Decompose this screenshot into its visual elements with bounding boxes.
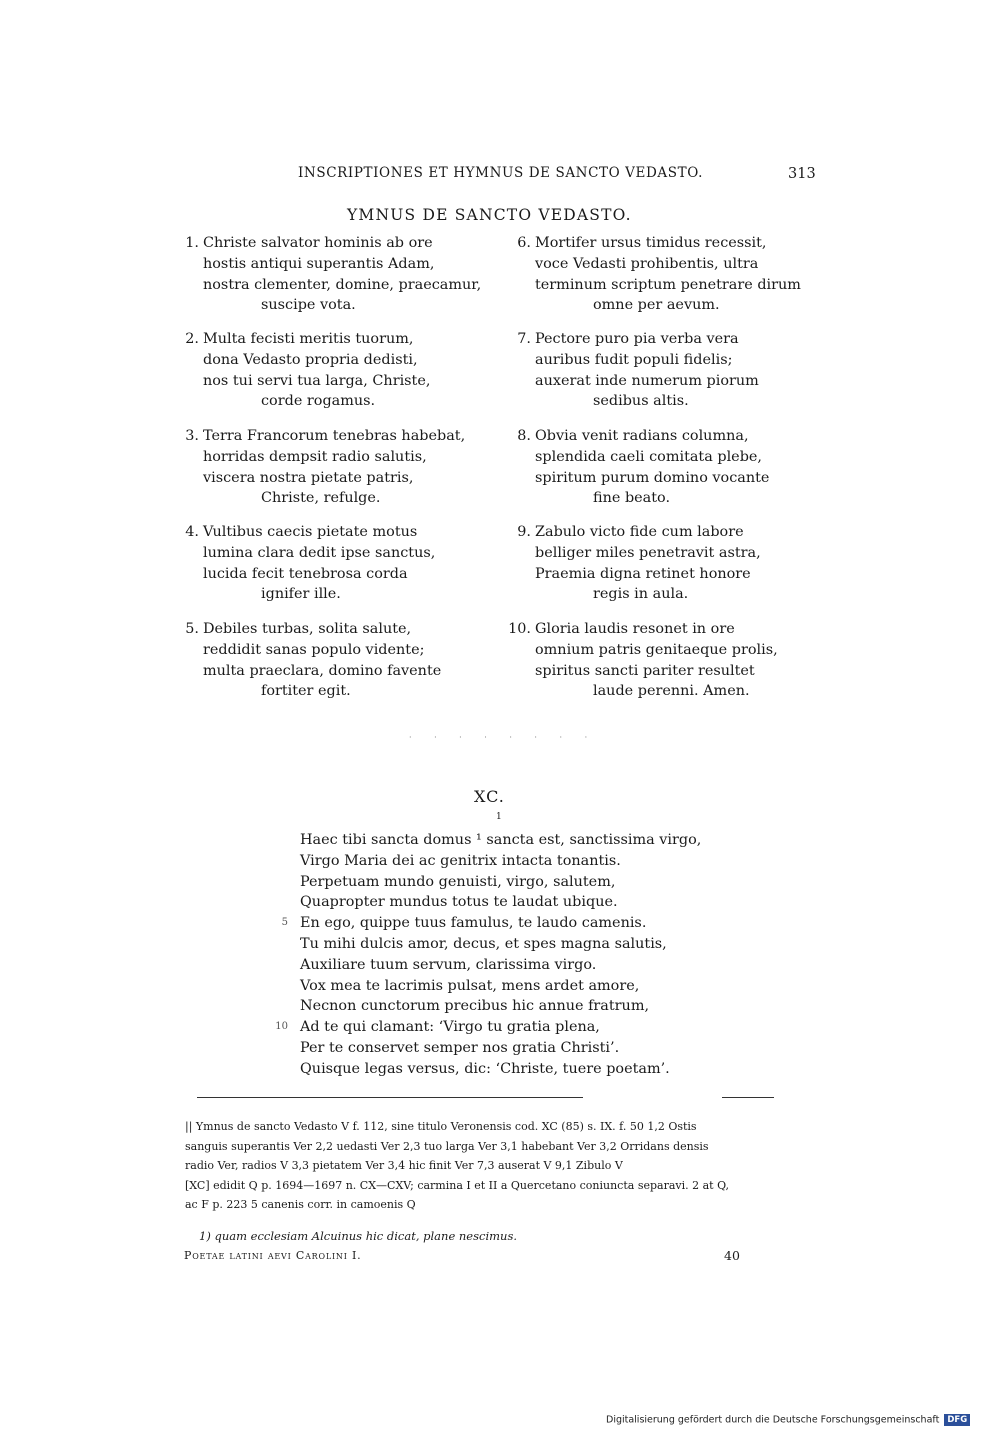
- stanza-line: Terra Francorum tenebras habebat,: [203, 428, 466, 444]
- line-number: 5: [281, 917, 288, 929]
- stanza-line: Mortifer ursus timidus recessit,: [535, 235, 767, 251]
- stanza-line: Christe salvator hominis ab ore: [203, 235, 433, 251]
- stanza-line: Zabulo victo fide cum labore: [535, 524, 744, 540]
- stanza-line: lucida fecit tenebrosa corda: [203, 565, 408, 582]
- stanza-line: belliger miles penetravit astra,: [535, 544, 761, 561]
- stanza-number: 6.: [517, 235, 531, 251]
- stanza-line: Vultibus caecis pietate motus: [203, 524, 418, 540]
- stanza-line: hostis antiqui superantis Adam,: [203, 255, 435, 272]
- poem-body: [275, 830, 702, 1080]
- poem-line: [300, 1038, 701, 1059]
- poem-line-text: Auxiliare tuum servum, clarissima virgo.: [300, 956, 597, 973]
- stanza-line: multa praeclara, domino favente: [203, 662, 442, 679]
- apparatus-line: || Ymnus de sancto Vedasto V f. 112, sine titulo Veronensis cod. XC (85) s. IX. f. 50 1,2 Ostis: [185, 1120, 697, 1133]
- stanza-number: 2.: [185, 331, 199, 347]
- stanza-line: regis in aula.: [593, 586, 689, 603]
- poem-line: [300, 830, 701, 851]
- stanza-line: terminum scriptum penetrare dirum: [535, 276, 801, 293]
- poem-title: XC.: [474, 787, 505, 806]
- poem-line: [300, 934, 701, 955]
- poem-line-text: Quapropter mundus totus te laudat ubique.: [300, 894, 618, 911]
- poem-line: [300, 851, 701, 872]
- stanza-number: 8.: [517, 428, 531, 444]
- poem-line: [300, 976, 701, 997]
- line-number: 10: [275, 1021, 288, 1033]
- stanza-line: Praemia digna retinet honore: [535, 565, 751, 582]
- stanza-line: nos tui servi tua larga, Christe,: [203, 372, 431, 389]
- funding-notice: [606, 1414, 970, 1426]
- poem-line-text: En ego, quippe tuus famulus, te laudo camenis.: [300, 915, 647, 932]
- stanza-line: horridas dempsit radio salutis,: [203, 448, 427, 465]
- poem-line-text: Perpetuam mundo genuisti, virgo, salutem,: [300, 873, 616, 890]
- poem-subtitle: 1: [496, 812, 502, 822]
- stanza-line: laude perenni. Amen.: [593, 683, 750, 700]
- poem-line: [300, 1059, 701, 1080]
- poem-line: [300, 892, 701, 913]
- stanza-line: Christe, refulge.: [261, 490, 381, 507]
- stanza-line: Multa fecisti meritis tuorum,: [203, 331, 414, 347]
- poem-line: [281, 913, 701, 934]
- section-divider: · · · · · · · ·: [409, 733, 598, 742]
- stanza-line: viscera nostra pietate patris,: [203, 469, 414, 486]
- stanza-line: Debiles turbas, solita salute,: [203, 621, 412, 637]
- apparatus-line: radio Ver, radios V 3,3 pietatem Ver 3,4 hic finit Ver 7,3 auserat V 9,1 Zibulo V: [185, 1159, 623, 1172]
- stanza-line: sedibus altis.: [593, 393, 689, 410]
- poem-line-text: Tu mihi dulcis amor, decus, et spes magna salutis,: [300, 935, 667, 952]
- stanza-line: Gloria laudis resonet in ore: [535, 621, 735, 637]
- poem-line: [300, 996, 701, 1017]
- footnote: 1) quam ecclesiam Alcuinus hic dicat, plane nescimus.: [199, 1229, 518, 1243]
- stanza-line: nostra clementer, domine, praecamur,: [203, 276, 482, 293]
- stanza-line: lumina clara dedit ipse sanctus,: [203, 544, 436, 561]
- poem-line-text: Haec tibi sancta domus ¹ sancta est, sanctissima virgo,: [300, 832, 702, 848]
- stanza-line: spiritus sancti pariter resultet: [535, 662, 755, 679]
- poem-line: [275, 1017, 701, 1038]
- stanza-number: 4.: [185, 524, 199, 540]
- poem-line-text: Ad te qui clamant: ‘Virgo tu gratia plena,: [300, 1019, 600, 1036]
- stanza-line: Pectore puro pia verba vera: [535, 331, 739, 347]
- stanza-line: dona Vedasto propria dedisti,: [203, 351, 418, 368]
- critical-apparatus: [185, 1117, 825, 1215]
- stanza-line: spiritum purum domino vocante: [535, 469, 770, 486]
- poem-line-text: Quisque legas versus, dic: ‘Christe, tuere poetam’.: [300, 1060, 670, 1077]
- stanza-line: splendida caeli comitata plebe,: [535, 448, 763, 465]
- poem-line-text: Per te conservet semper nos gratia Christi’.: [300, 1039, 620, 1056]
- stanza-number: 1.: [185, 235, 199, 251]
- poem-line: [300, 955, 701, 976]
- apparatus-line: [XC] edidit Q p. 1694—1697 n. CX—CXV; carmina I et II a Quercetano coniuncta separavi. 2 at Q,: [185, 1178, 730, 1192]
- stanza-number: 5.: [185, 621, 199, 637]
- apparatus-line: sanguis superantis Ver 2,2 uedasti Ver 2,3 tuo larga Ver 3,1 habebant Ver 3,2 Orridans densis: [185, 1139, 709, 1153]
- stanza-number: 7.: [517, 331, 531, 347]
- poem-line-text: Virgo Maria dei ac genitrix intacta tonantis.: [300, 852, 621, 869]
- stanza-line: fine beato.: [593, 490, 671, 507]
- stanza-number: 10.: [508, 621, 531, 637]
- signature: Poetae latini aevi Carolini I.: [184, 1249, 362, 1262]
- stanza-line: ignifer ille.: [261, 586, 341, 603]
- stanza-line: suscipe vota.: [261, 297, 356, 314]
- stanza-line: fortiter egit.: [261, 683, 351, 700]
- funding-text: Digitalisierung gefördert durch die Deutsche Forschungsgemeinschaft: [606, 1414, 940, 1426]
- footnote-rule: [197, 1097, 583, 1098]
- poem-line-text: Vox mea te lacrimis pulsat, mens ardet amore,: [300, 977, 640, 994]
- stanza-line: voce Vedasti prohibentis, ultra: [535, 255, 759, 272]
- stanza-line: reddidit sanas populo vidente;: [203, 641, 425, 658]
- stanza-line: auribus fudit populi fidelis;: [535, 351, 733, 368]
- poem-line: [300, 872, 701, 893]
- stanza-line: omne per aevum.: [593, 297, 720, 314]
- running-title: INSCRIPTIONES ET HYMNUS DE SANCTO VEDASTO.: [298, 165, 703, 181]
- stanza-line: corde rogamus.: [261, 393, 376, 410]
- footnote-rule-right: [722, 1097, 774, 1098]
- apparatus-line: ac F p. 223 5 canenis corr. in camoenis Q: [185, 1198, 416, 1211]
- stanza-number: 3.: [185, 428, 199, 444]
- hymn-title: YMNUS DE SANCTO VEDASTO.: [347, 206, 632, 224]
- sheet-number: 40: [724, 1248, 740, 1263]
- stanza-line: Obvia venit radians columna,: [535, 428, 749, 444]
- page-number: 313: [788, 166, 816, 182]
- stanza-number: 9.: [517, 524, 531, 540]
- stanza-line: auxerat inde numerum piorum: [535, 372, 759, 389]
- poem-line-text: Necnon cunctorum precibus hic annue fratrum,: [300, 998, 650, 1015]
- stanza-line: omnium patris genitaeque prolis,: [535, 641, 778, 658]
- dfg-logo: DFG: [944, 1414, 970, 1426]
